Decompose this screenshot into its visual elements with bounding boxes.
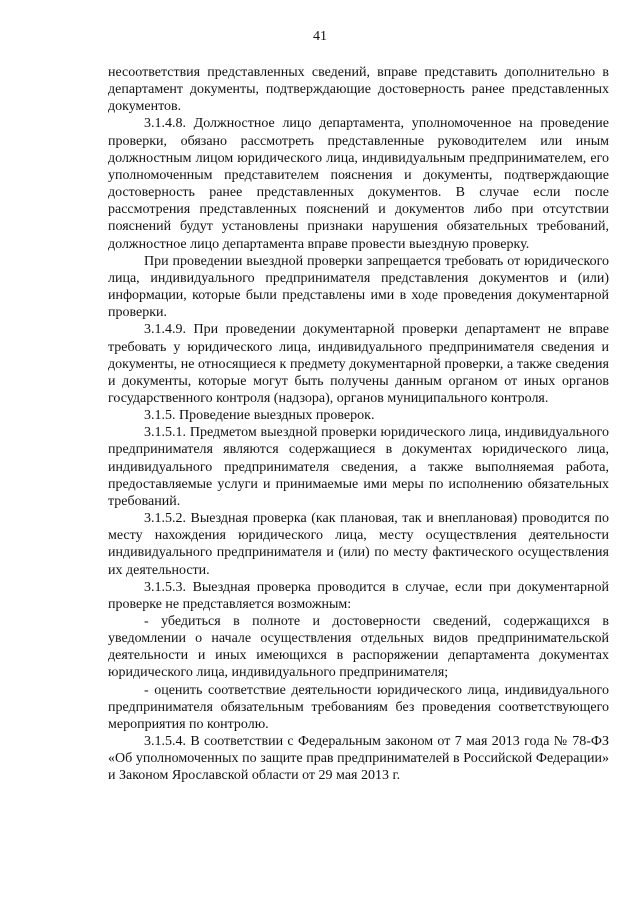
paragraph: 3.1.5.4. В соответствии с Федеральным законом от 7 мая 2013 года № 78-ФЗ «Об уполномоченных по защите прав предпринимателей в Российской Федерации» и Законом Ярославской области от 29 мая 2013 г.	[108, 734, 609, 784]
page-number: 41	[313, 29, 327, 44]
paragraph: 3.1.5.2. Выездная проверка (как плановая, так и внеплановая) проводится по месту нахождения юридического лица, месту осуществления деятельности индивидуального предпринимателя и (или) по месту фактического осуществления их деятельности.	[108, 511, 609, 578]
paragraph: несоответствия представленных сведений, вправе представить дополнительно в департамент документы, подтверждающие достоверность ранее представленных документов.	[108, 65, 609, 115]
paragraph: 3.1.5. Проведение выездных проверок.	[144, 408, 375, 424]
paragraph: При проведении выездной проверки запрещается требовать от юридического лица, индивидуального предпринимателя представления документов и (или) информации, которые были представлены ими в ходе проведения документарной проверки.	[108, 253, 609, 321]
paragraph: 3.1.5.1. Предметом выездной проверки юридического лица, индивидуального предпринимателя являются содержащиеся в документах юридического лица, индивидуального предпринимателя сведения, а также выполняемая работа, предоставляемые услуги и принимаемые ими меры по исполнению обязательных требований.	[108, 425, 609, 509]
paragraph: - убедиться в полноте и достоверности сведений, содержащихся в уведомлении о начале осуществления отдельных видов предпринимательской деятельности и иных имеющихся в распоряжении департамента документах юридического лица, индивидуального предпринимателя;	[108, 614, 609, 681]
paragraph: 3.1.4.9. При проведении документарной проверки департамент не вправе требовать у юридического лица, индивидуального предпринимателя сведения и документы, не относящиеся к предмету документарной проверки, а также сведения и документы, которые могут быть получены данным органом от иных органов государственного контроля (надзора), органов муниципального контроля.	[108, 322, 609, 406]
paragraph: - оценить соответствие деятельности юридического лица, индивидуального предпринимателя обязательным требованиям без проведения соответствующего мероприятия по контролю.	[108, 682, 609, 732]
paragraph: 3.1.4.8. Должностное лицо департамента, уполномоченное на проведение проверки, обязано рассмотреть представленные руководителем или иным должностным лицом юридического лица, индивидуальным предпринимателем, его уполномоченным представителем пояснения и документы, подтверждающие достоверность ранее представленных документов. В случае если после рассмотрения представленных пояснений и документов либо при отсутствии пояснений будут установлены признаки нарушения обязательных требований, должностное лицо департамента вправе провести выездную проверку.	[108, 116, 609, 252]
paragraph: 3.1.5.3. Выездная проверка проводится в случае, если при документарной проверке не представляется возможным:	[108, 579, 609, 612]
document-body	[108, 64, 609, 785]
